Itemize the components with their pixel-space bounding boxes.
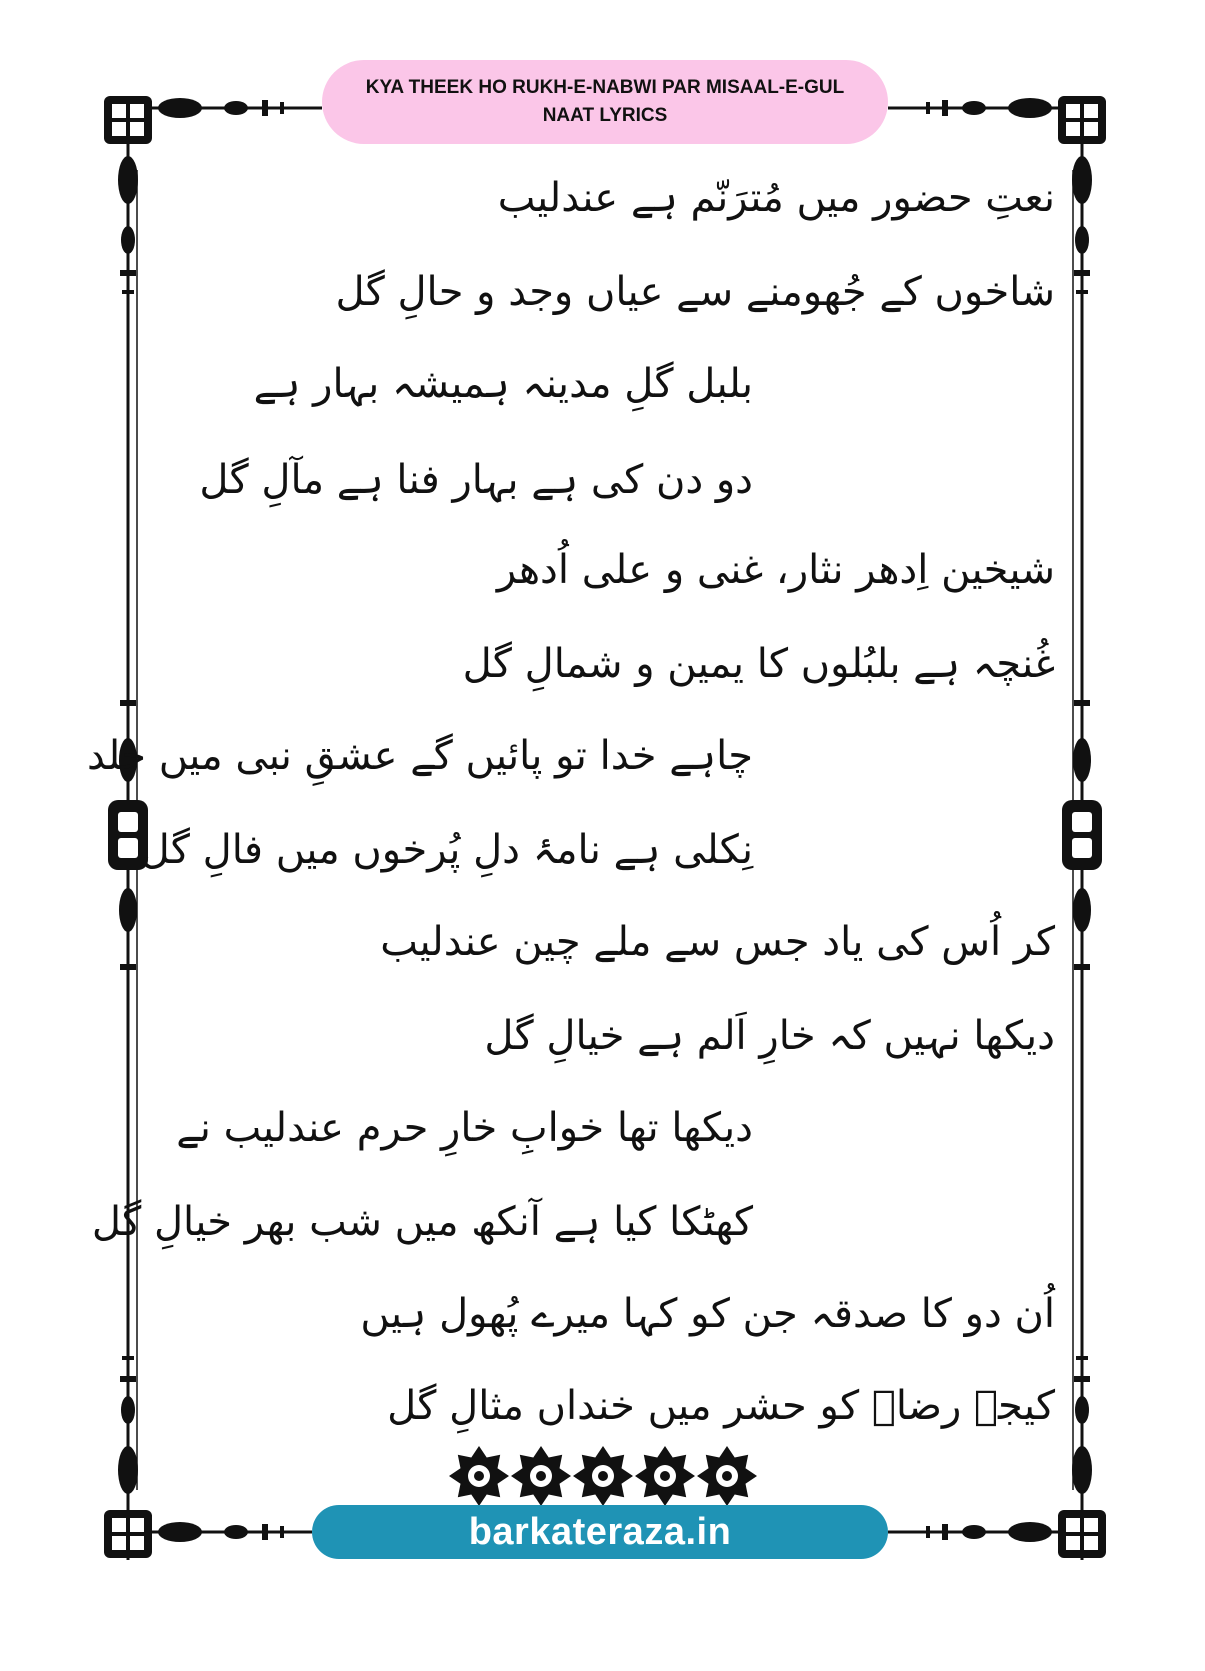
verse-line: دیکھا تھا خوابِ خارِ حرم عندلیب نے [176,1105,753,1151]
verse-line: دو دن کی ہے بہار فنا ہے مآلِ گل [199,457,753,503]
star-ornament-row [448,1444,758,1508]
verse-line: کیجے رضاؔ کو حشر میں خنداں مثالِ گل [387,1383,1055,1429]
verse-line: کھٹکا کیا ہے آنکھ میں شب بھر خیالِ گل [91,1199,753,1245]
verse-line: کر اُس کی یاد جس سے ملے چین عندلیب [380,919,1055,965]
star-icon [697,1446,757,1506]
verse-line: نعتِ حضور میں مُترَنّم ہے عندلیب [497,175,1055,221]
verse-line: چاہے خدا تو پائیں گے عشقِ نبی میں خلد [87,733,753,779]
verse-line: شاخوں کے جُھومنے سے عیاں وجد و حالِ گل [335,269,1055,315]
star-icon [635,1446,695,1506]
star-icon [449,1446,509,1506]
verse-line: اُن دو کا صدقہ جن کو کہا میرے پُھول ہیں [360,1291,1055,1337]
star-icon [573,1446,633,1506]
verse-line: بلبل گلِ مدینہ ہمیشہ بہار ہے [253,361,753,407]
verse-line: نِکلی ہے نامۂ دلِ پُرخوں میں فالِ گل [140,827,753,873]
star-icon [511,1446,571,1506]
verse-line: شیخین اِدھر نثار، غنی و علی اُدھر [496,547,1055,593]
page-title: KYA THEEK HO RUKH-E-NABWI PAR MISAAL-E-GUL NAAT LYRICS [322,60,888,144]
verse-line: دیکھا نہیں کہ خارِ اَلم ہے خیالِ گل [484,1013,1055,1059]
site-link[interactable]: barkateraza.in [312,1505,888,1559]
verse-line: غُنچہ ہے بلبُلوں کا یمین و شمالِ گل [462,641,1055,687]
